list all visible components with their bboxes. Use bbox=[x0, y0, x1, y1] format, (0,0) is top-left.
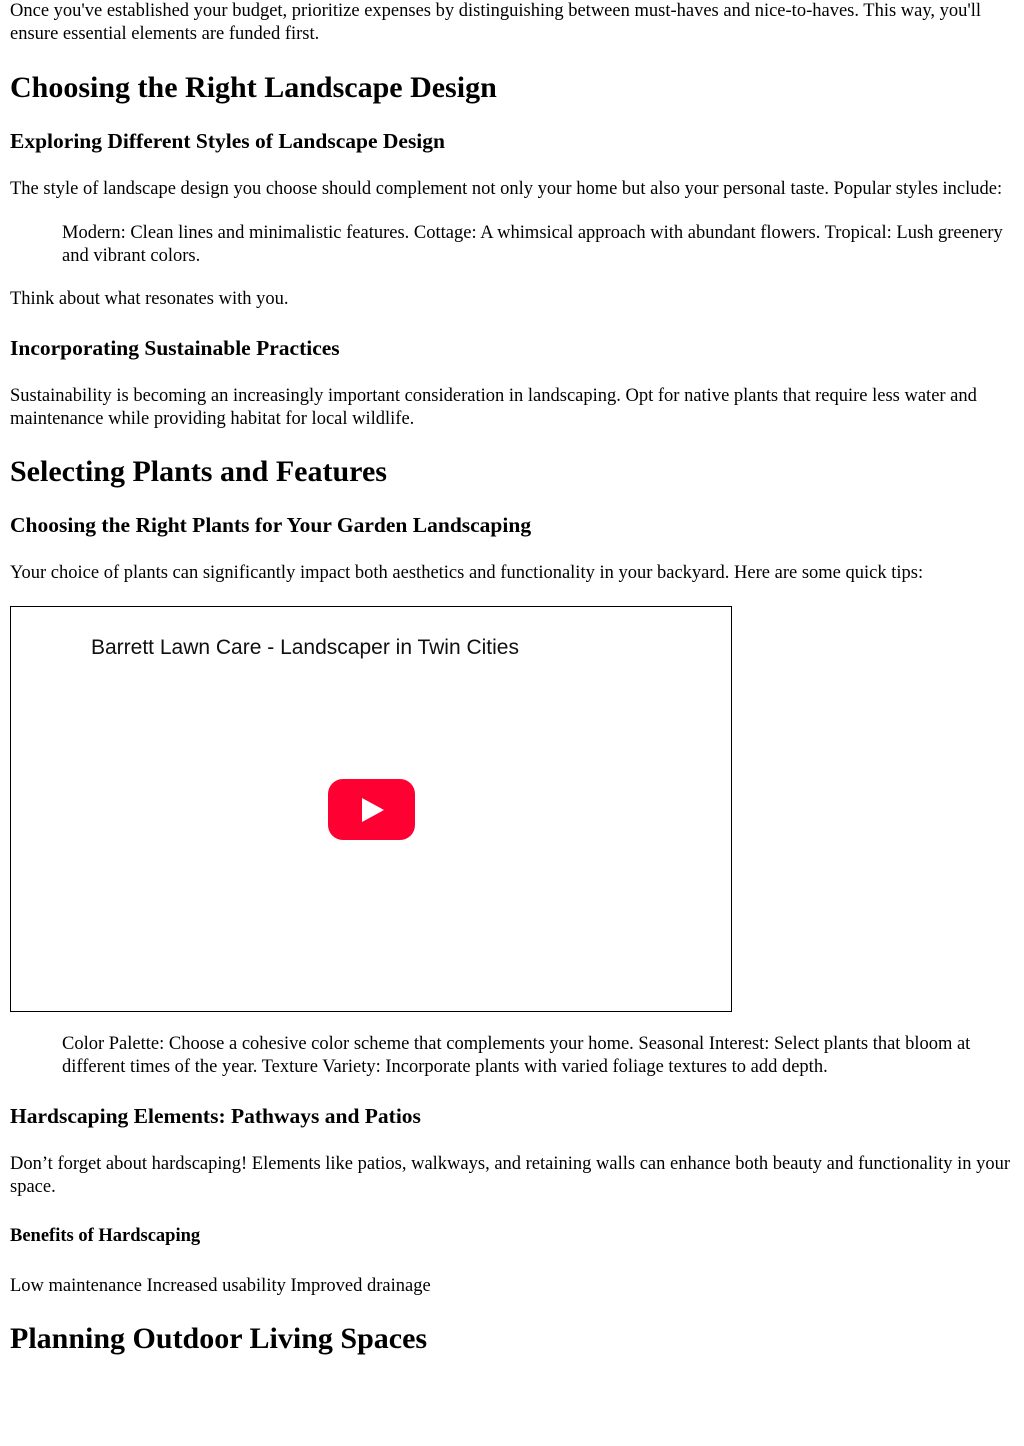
youtube-play-icon[interactable] bbox=[328, 779, 415, 840]
heading-hardscaping: Hardscaping Elements: Pathways and Patios bbox=[10, 1104, 421, 1128]
video-embed[interactable] bbox=[10, 606, 732, 1012]
heading-plants-features: Selecting Plants and Features bbox=[10, 455, 387, 488]
heading-benefits-hardscaping: Benefits of Hardscaping bbox=[10, 1226, 201, 1246]
heading-landscape-design: Choosing the Right Landscape Design bbox=[10, 71, 497, 104]
play-triangle-icon bbox=[362, 798, 384, 822]
paragraph-hardscaping: Don’t forget about hardscaping! Elements like patios, walkways, and retaining walls can enhance both beauty and functionality in your space. bbox=[10, 1154, 1011, 1197]
heading-design-styles: Exploring Different Styles of Landscape Design bbox=[10, 129, 445, 153]
paragraph-resonates: Think about what resonates with you. bbox=[10, 289, 289, 309]
quote-plant-tips: Color Palette: Choose a cohesive color scheme that complements your home. Seasonal Interest: Select plants that bloom at different times of the year. Texture Variety: Incorporate plants with varied foliage textures to add depth. bbox=[62, 1034, 971, 1077]
heading-choosing-plants: Choosing the Right Plants for Your Garden Landscaping bbox=[10, 513, 532, 537]
heading-sustainable: Incorporating Sustainable Practices bbox=[10, 336, 340, 360]
video-title[interactable]: Barrett Lawn Care - Landscaper in Twin Cities bbox=[91, 636, 519, 659]
quote-design-styles: Modern: Clean lines and minimalistic features. Cottage: A whimsical approach with abundant flowers. Tropical: Lush greenery and vibrant colors. bbox=[62, 223, 1003, 266]
intro-paragraph: Once you've established your budget, prioritize expenses by distinguishing between must-haves and nice-to-haves. This way, you'll ensure essential elements are funded first. bbox=[10, 1, 982, 44]
paragraph-sustainable: Sustainability is becoming an increasingly important consideration in landscaping. Opt for native plants that require less water and maintenance while providing habitat for local wildlife. bbox=[10, 386, 977, 429]
paragraph-choosing-plants: Your choice of plants can significantly impact both aesthetics and functionality in your backyard. Here are some quick tips: bbox=[10, 563, 924, 583]
paragraph-benefits-hardscaping: Low maintenance Increased usability Improved drainage bbox=[10, 1276, 431, 1296]
paragraph-design-styles: The style of landscape design you choose should complement not only your home but also your personal taste. Popular styles include: bbox=[10, 179, 1003, 199]
heading-outdoor-living: Planning Outdoor Living Spaces bbox=[10, 1322, 428, 1355]
